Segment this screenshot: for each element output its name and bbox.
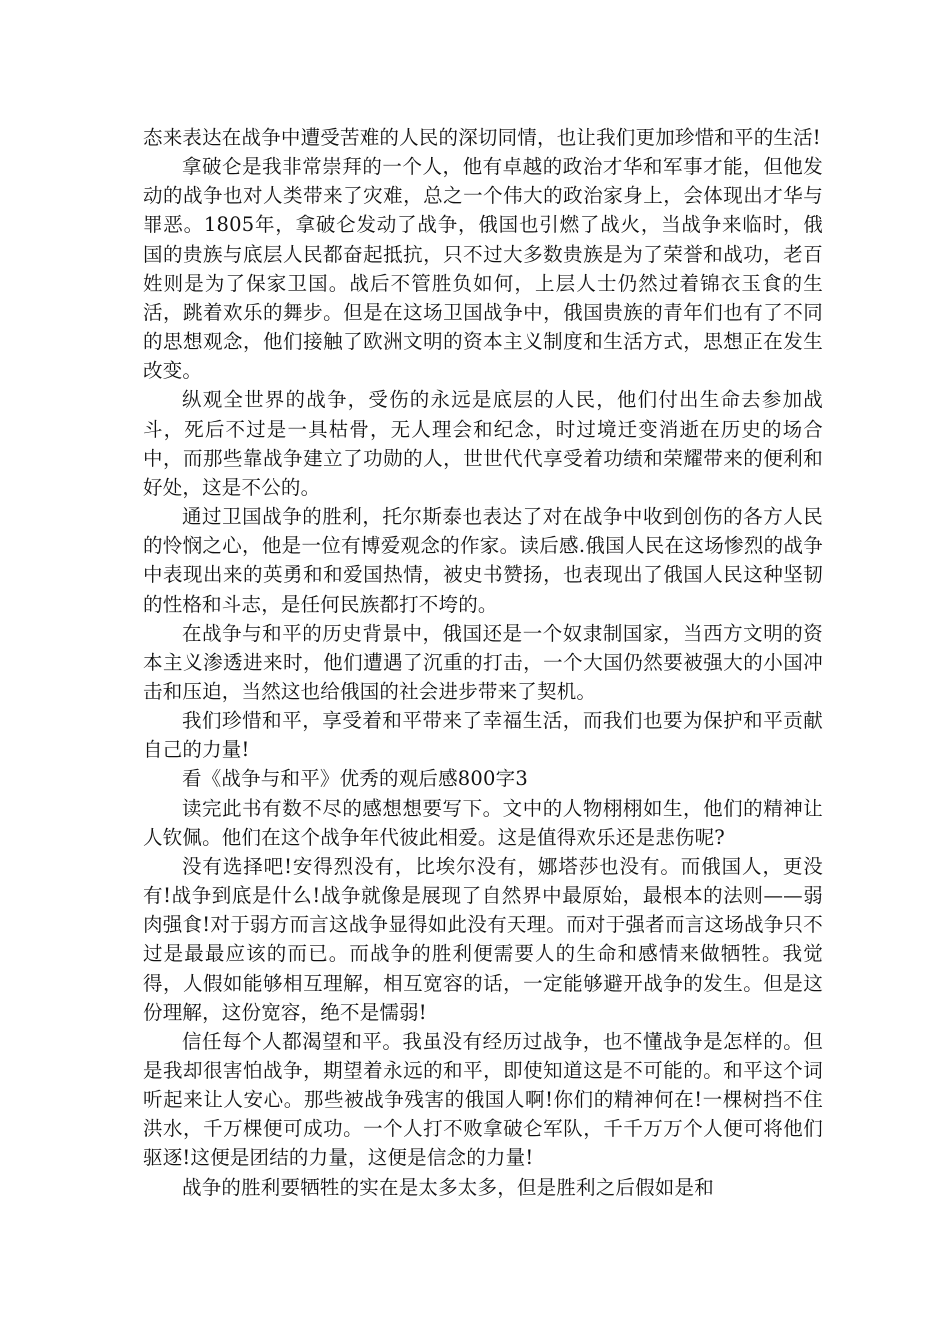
paragraph-8: 没有选择吧!安得烈没有，比埃尔没有，娜塔莎也没有。而俄国人，更没有!战争到底是什么!战争就像是展现了自然界中最原始，最根本的法则——弱肉强食!对于弱方而言这战争显得如此没有天理。而对于强者而言这场战争只不过是最最应该的而已。而战争的胜利便需要人的生命和感情来做牺牲。我觉得，人假如能够相互理解，相互宽容的话，一定能够避开战争的发生。但是这份理解，这份宽容，绝不是懦弱! <box>143 854 823 1024</box>
paragraph-2: 拿破仑是我非常崇拜的一个人，他有卓越的政治才华和军事才能，但他发动的战争也对人类带来了灾难，总之一个伟大的政治家身上，会体现出才华与罪恶。1805年，拿破仑发动了战争，俄国也引燃了战火，当战争来临时，俄国的贵族与底层人民都奋起抵抗，只不过大多数贵族是为了荣誉和战功，老百姓则是为了保家卫国。战后不管胜负如何，上层人士仍然过着锦衣玉食的生活，跳着欢乐的舞步。但是在这场卫国战争中，俄国贵族的青年们也有了不同的思想观念，他们接触了欧洲文明的资本主义制度和生活方式，思想正在发生改变。 <box>143 155 823 383</box>
paragraph-3: 纵观全世界的战争，受伤的永远是底层的人民，他们付出生命去参加战斗，死后不过是一具枯骨，无人理会和纪念，时过境迁变消逝在历史的场合中，而那些靠战争建立了功勋的人，世世代代享受着功绩和荣耀带来的便利和好处，这是不公的。 <box>143 388 823 499</box>
paragraph-10: 战争的胜利要牺牲的实在是太多太多，但是胜利之后假如是和 <box>182 1175 714 1199</box>
paragraph-7: 读完此书有数不尽的感想想要写下。文中的人物栩栩如生，他们的精神让人钦佩。他们在这个战争年代彼此相爱。这是值得欢乐还是悲伤呢? <box>143 796 823 849</box>
section-heading: 看《战争与和平》优秀的观后感800字3 <box>182 767 528 791</box>
paragraph-1: 态来表达在战争中遭受苦难的人民的深切同情，也让我们更加珍惜和平的生活! <box>143 126 821 149</box>
document-page <box>143 123 823 1202</box>
paragraph-4: 通过卫国战争的胜利，托尔斯泰也表达了对在战争中收到创伤的各方人民的怜悯之心，他是一位有博爱观念的作家。读后感.俄国人民在这场惨烈的战争中表现出来的英勇和和爱国热情，被史书赞扬，也表现出了俄国人民这种坚韧的性格和斗志，是任何民族都打不垮的。 <box>143 505 823 616</box>
paragraph-9: 信任每个人都渴望和平。我虽没有经历过战争，也不懂战争是怎样的。但是我却很害怕战争，期望着永远的和平，即使知道这是不可能的。和平这个词听起来让人安心。那些被战争残害的俄国人啊!你们的精神何在!一棵树挡不住洪水，千万棵便可成功。一个人打不败拿破仑军队，千千万万个人便可将他们驱逐!这便是团结的力量，这便是信念的力量! <box>143 1029 823 1170</box>
paragraph-6: 我们珍惜和平，享受着和平带来了幸福生活，而我们也要为保护和平贡献自己的力量! <box>143 709 823 762</box>
paragraph-5: 在战争与和平的历史背景中，俄国还是一个奴隶制国家，当西方文明的资本主义渗透进来时，他们遭遇了沉重的打击，一个大国仍然要被强大的小国冲击和压迫，当然这也给俄国的社会进步带来了契机。 <box>143 621 823 703</box>
